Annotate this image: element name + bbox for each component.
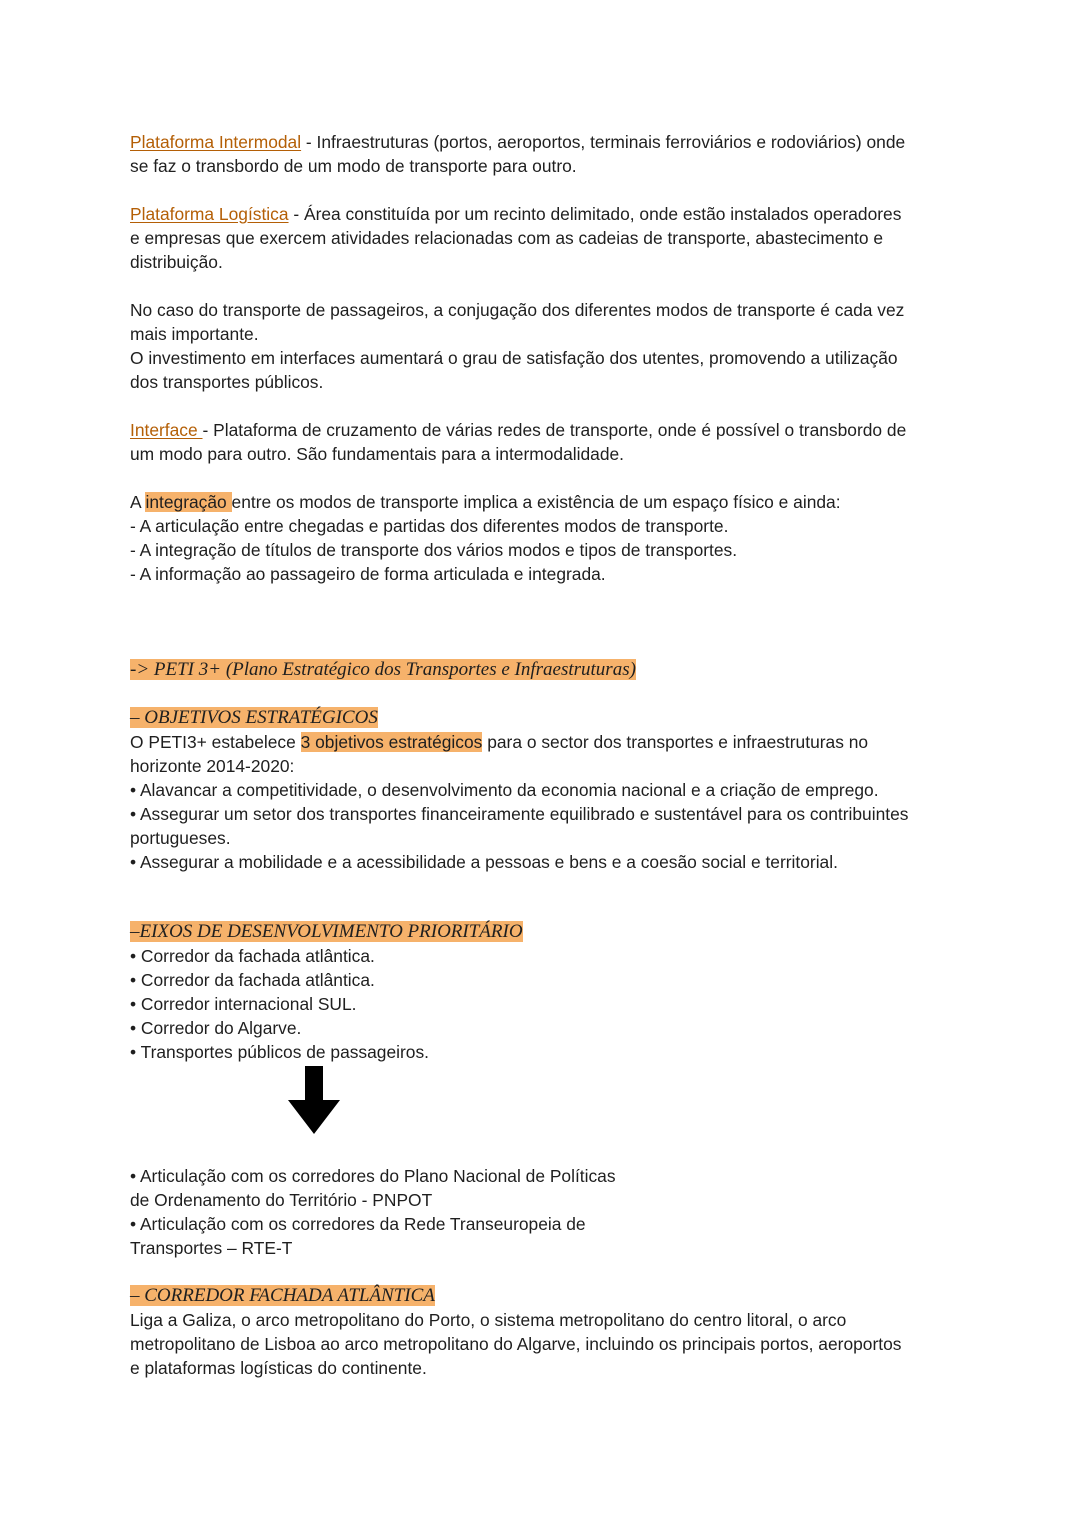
down-arrow-icon — [288, 1066, 340, 1134]
eixo-item: • Corredor da fachada atlântica. — [130, 970, 375, 990]
integracao-post: entre os modos de transporte implica a existência de um espaço físico e ainda: — [231, 492, 841, 512]
integracao-line-1 — [130, 490, 950, 514]
articulacao-line-4: Transportes – RTE-T — [130, 1238, 293, 1258]
passageiros-line-1: No caso do transporte de passageiros, a conjugação dos diferentes modos de transporte é cada vez — [130, 300, 905, 320]
articulacao-line-3: • Articulação com os corredores da Rede Transeuropeia de — [130, 1214, 586, 1234]
passageiros-line-4: dos transportes públicos. — [130, 372, 324, 392]
passageiros-line-3: O investimento em interfaces aumentará o grau de satisfação dos utentes, promovendo a utilização — [130, 348, 898, 368]
objetivos-post: para o sector dos transportes e infraestruturas no — [482, 732, 869, 752]
interface-text: - Plataforma de cruzamento de várias redes de transporte, onde é possível o transbordo de — [202, 420, 907, 440]
interface-line-1 — [130, 418, 950, 442]
objetivos-line-1 — [130, 730, 950, 754]
intermodal-definition — [130, 130, 950, 178]
intermodal-line-2: se faz o transbordo de um modo de transporte para outro. — [130, 156, 577, 176]
corredor-line-2: metropolitano de Lisboa ao arco metropolitano do Algarve, incluindo os principais portos, aeroportos — [130, 1334, 902, 1354]
logistica-definition — [130, 202, 950, 274]
articulacao-section — [130, 1164, 950, 1260]
corredor-line-3: e plataformas logísticas do continente. — [130, 1358, 427, 1378]
eixo-item: • Corredor da fachada atlântica. — [130, 946, 375, 966]
logistica-line-1 — [130, 202, 950, 226]
passageiros-line-2: mais importante. — [130, 324, 259, 344]
corredor-line-1: Liga a Galiza, o arco metropolitano do Porto, o sistema metropolitano do centro litoral, o arco — [130, 1310, 847, 1330]
articulacao-line-2: de Ordenamento do Território - PNPOT — [130, 1190, 433, 1210]
objetivos-section — [130, 705, 950, 874]
objetivos-line-2: horizonte 2014-2020: — [130, 756, 295, 776]
logistica-line-2: e empresas que exercem atividades relacionadas com as cadeias de transporte, abastecimento e — [130, 228, 884, 248]
integracao-pre: A — [130, 492, 146, 512]
objetivo-bullet-2-cont: portugueses. — [130, 828, 231, 848]
integracao-item: - A articulação entre chegadas e partidas dos diferentes modos de transporte. — [130, 516, 729, 536]
peti-section — [130, 657, 950, 682]
integracao-paragraph — [130, 490, 950, 586]
intermodal-line-1 — [130, 130, 950, 154]
term-interface: Interface — [130, 420, 203, 440]
interface-definition — [130, 418, 950, 466]
objetivo-bullet-1: • Alavancar a competitividade, o desenvolvimento da economia nacional e a criação de emprego. — [130, 780, 879, 800]
objetivo-bullet-2: • Assegurar um setor dos transportes financeiramente equilibrado e sustentável para os contribuintes — [130, 804, 909, 824]
logistica-text: - Área constituída por um recinto delimitado, onde estão instalados operadores — [288, 204, 902, 224]
corredor-heading: – CORREDOR FACHADA ATLÂNTICA — [130, 1285, 435, 1306]
eixos-heading: –EIXOS DE DESENVOLVIMENTO PRIORITÁRIO — [130, 921, 523, 942]
integracao-highlight: integração — [145, 492, 232, 512]
peti-heading: -> PETI 3+ (Plano Estratégico dos Transportes e Infraestruturas) — [130, 659, 636, 680]
objetivo-bullet-3: • Assegurar a mobilidade e a acessibilidade a pessoas e bens e a coesão social e territorial. — [130, 852, 838, 872]
objetivos-highlight: 3 objetivos estratégicos — [300, 732, 483, 752]
term-plataforma-intermodal: Plataforma Intermodal — [130, 132, 302, 152]
passageiros-paragraph — [130, 298, 950, 394]
objetivos-heading: – OBJETIVOS ESTRATÉGICOS — [130, 707, 378, 728]
eixo-item: • Corredor do Algarve. — [130, 1018, 302, 1038]
corredor-section — [130, 1283, 950, 1380]
eixo-item: • Transportes públicos de passageiros. — [130, 1042, 429, 1062]
interface-line-2: um modo para outro. São fundamentais para a intermodalidade. — [130, 444, 625, 464]
integracao-item: - A informação ao passageiro de forma articulada e integrada. — [130, 564, 606, 584]
intermodal-text: - Infraestruturas (portos, aeroportos, terminais ferroviários e rodoviários) onde — [301, 132, 906, 152]
logistica-line-3: distribuição. — [130, 252, 223, 272]
eixos-section — [130, 919, 950, 1064]
term-plataforma-logistica: Plataforma Logística — [130, 204, 289, 224]
integracao-item: - A integração de títulos de transporte dos vários modos e tipos de transportes. — [130, 540, 738, 560]
eixo-item: • Corredor internacional SUL. — [130, 994, 357, 1014]
objetivos-pre: O PETI3+ estabelece — [130, 732, 301, 752]
articulacao-line-1: • Articulação com os corredores do Plano Nacional de Políticas — [130, 1166, 616, 1186]
